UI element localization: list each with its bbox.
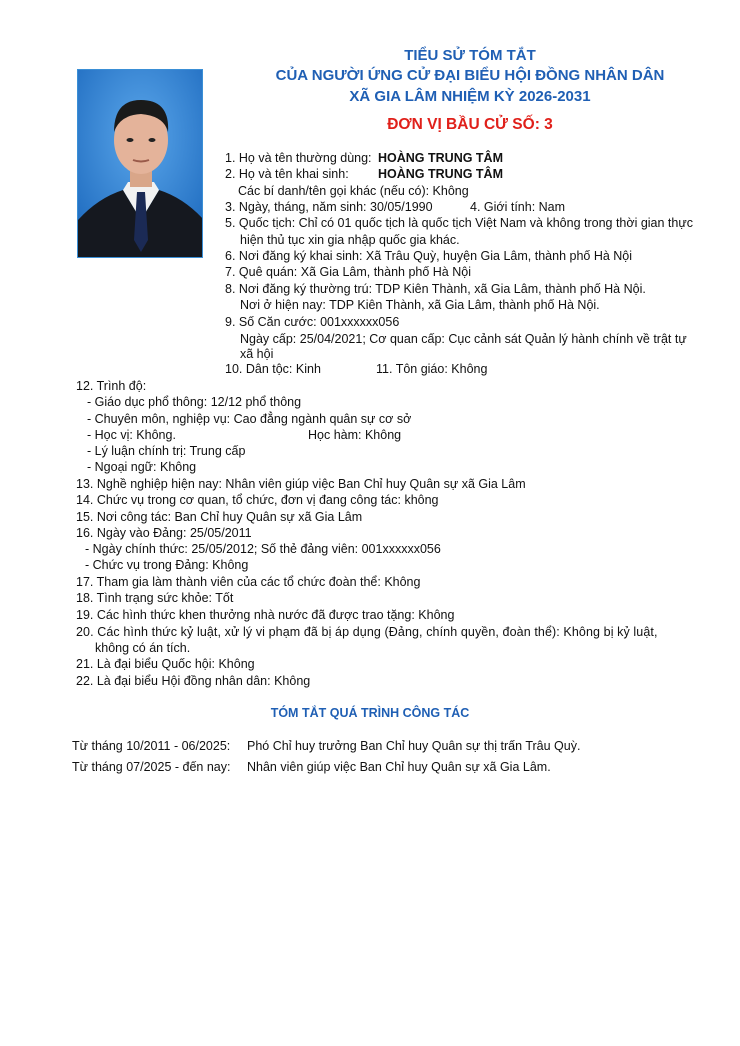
nationality-field: 5. Quốc tịch: Chỉ có 01 quốc tịch là quốc tịch Việt Nam và không trong thời gian thực (225, 216, 693, 230)
candidate-photo (77, 69, 203, 258)
education-heading: 12. Trình độ: (76, 379, 147, 393)
permanent-residence-field: 8. Nơi đăng ký thường trú: TDP Kiên Thành, xã Gia Lâm, thành phố Hà Nội. (225, 282, 646, 296)
hometown-field: 7. Quê quán: Xã Gia Lâm, thành phố Hà Nội (225, 265, 471, 279)
national-assembly-field: 21. Là đại biểu Quốc hội: Không (76, 657, 255, 671)
peoples-council-field: 22. Là đại biểu Hội đồng nhân dân: Không (76, 674, 311, 688)
current-residence-field: Nơi ở hiện nay: TDP Kiên Thành, xã Gia Lâm, thành phố Hà Nội. (240, 298, 600, 312)
nationality-field-cont: hiện thủ tục xin gia nhập quốc gia khác. (240, 233, 460, 247)
birth-name-value: HOÀNG TRUNG TÂM (378, 167, 503, 181)
organizations-field: 17. Tham gia làm thành viên của các tổ chức đoàn thể: Không (76, 575, 421, 589)
career-period-2: Từ tháng 07/2025 - đến nay: (72, 760, 231, 774)
party-join-field: 16. Ngày vào Đảng: 25/05/2011 (76, 526, 252, 540)
career-desc-2: Nhân viên giúp việc Ban Chỉ huy Quân sự xã Gia Lâm. (247, 760, 551, 774)
birth-date-field: 3. Ngày, tháng, năm sinh: 30/05/1990 (225, 200, 433, 214)
gender-field: 4. Giới tính: Nam (470, 200, 566, 214)
position-field: 14. Chức vụ trong cơ quan, tổ chức, đơn vị đang công tác: không (76, 493, 439, 507)
discipline-field-cont: không có án tích. (95, 641, 191, 655)
birth-name-label: 2. Họ và tên khai sinh: (225, 167, 349, 181)
foreign-language-field: - Ngoại ngữ: Không (87, 460, 197, 474)
portrait-image (78, 70, 203, 258)
degree-field: - Học vị: Không. (87, 428, 176, 442)
political-theory-field: - Lý luận chính trị: Trung cấp (87, 444, 246, 458)
common-name-value: HOÀNG TRUNG TÂM (378, 151, 503, 165)
electoral-unit: ĐƠN VỊ BẦU CỬ SỐ: 3 (387, 116, 553, 133)
career-summary-title: TÓM TẮT QUÁ TRÌNH CÔNG TÁC (270, 706, 470, 720)
workplace-field: 15. Nơi công tác: Ban Chỉ huy Quân sự xã Gia Lâm (76, 510, 363, 524)
career-period-1: Từ tháng 10/2011 - 06/2025: (72, 739, 231, 753)
doc-term: XÃ GIA LÂM NHIỆM KỲ 2026-2031 (349, 88, 591, 105)
party-position-field: - Chức vụ trong Đảng: Không (85, 558, 249, 572)
specialization-field: - Chuyên môn, nghiệp vụ: Cao đẳng ngành quân sự cơ sở (87, 412, 412, 426)
ethnicity-field: 10. Dân tộc: Kinh (225, 362, 321, 376)
religion-field: 11. Tôn giáo: Không (376, 362, 488, 376)
career-desc-1: Phó Chỉ huy trưởng Ban Chỉ huy Quân sự thị trấn Trâu Quỳ. (247, 739, 581, 753)
alias-field: Các bí danh/tên gọi khác (nếu có): Không (238, 184, 469, 198)
id-issue-field: Ngày cấp: 25/04/2021; Cơ quan cấp: Cục cảnh sát Quản lý hành chính về trật tự (240, 332, 687, 346)
health-field: 18. Tình trạng sức khỏe: Tốt (76, 591, 234, 605)
discipline-field: 20. Các hình thức kỷ luật, xử lý vi phạm đã bị áp dụng (Đảng, chính quyền, đoàn thể): Không bị kỷ luật, (76, 625, 658, 639)
doc-subtitle: CỦA NGƯỜI ỨNG CỬ ĐẠI BIỂU HỘI ĐỒNG NHÂN DÂN (275, 67, 665, 84)
awards-field: 19. Các hình thức khen thưởng nhà nước đã được trao tặng: Không (76, 608, 455, 622)
general-education-field: - Giáo dục phổ thông: 12/12 phổ thông (87, 395, 302, 409)
academic-title-field: Học hàm: Không (308, 428, 402, 442)
birth-registration-field: 6. Nơi đăng ký khai sinh: Xã Trâu Quỳ, huyện Gia Lâm, thành phố Hà Nội (225, 249, 633, 263)
common-name-label: 1. Họ và tên thường dùng: (225, 151, 372, 165)
id-issue-field-cont: xã hội (240, 347, 274, 361)
party-official-field: - Ngày chính thức: 25/05/2012; Số thẻ đảng viên: 001xxxxxx056 (85, 542, 441, 556)
doc-title: TIỂU SỬ TÓM TẮT (404, 47, 536, 64)
id-number-field: 9. Số Căn cước: 001xxxxxx056 (225, 315, 400, 329)
occupation-field: 13. Nghề nghiệp hiện nay: Nhân viên giúp việc Ban Chỉ huy Quân sự xã Gia Lâm (76, 477, 526, 491)
